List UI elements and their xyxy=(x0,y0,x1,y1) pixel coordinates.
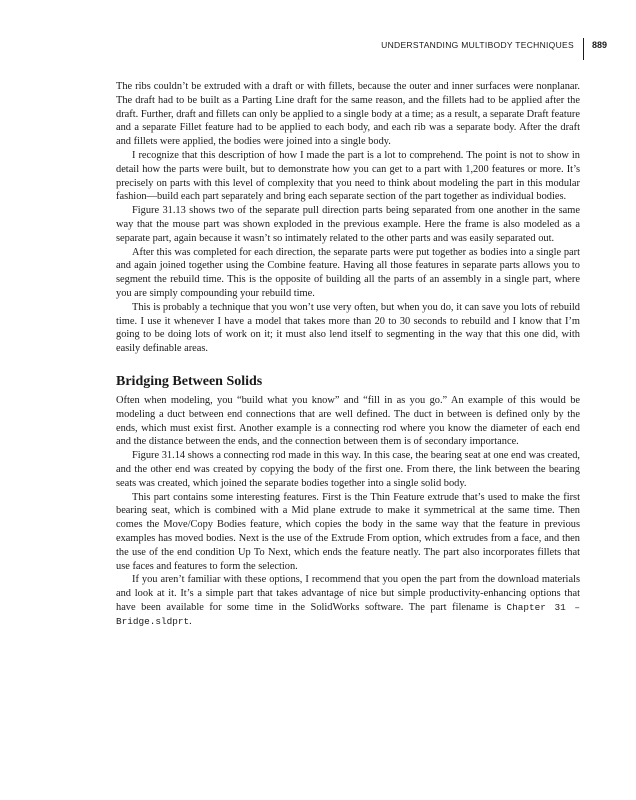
paragraph: Often when modeling, you “build what you know” and “fill in as you go.” An example of this would be modeling a duct between end connections that are well defined. The duct in between is defined only by the ends, which must exist first. Another example is a connecting rod where you know the diameter of each end and the distance between the ends, and the connection between them is of secondary importance. xyxy=(116,394,580,448)
paragraph-end: . xyxy=(189,615,192,627)
paragraph: This is probably a technique that you won’t use very often, but when you do, it can save you lots of rebuild time. I use it whenever I have a model that takes more than 20 to 30 seconds to rebuild and I know that I’m going to be doing lots of work on it; it must also lend itself to segmenting in the way that this one did, with easily definable areas. xyxy=(116,301,580,355)
page-number: 889 xyxy=(591,40,607,50)
paragraph: This part contains some interesting features. First is the Thin Feature extrude that’s used to make the first bearing seat, which is combined with a Mid plane extrude to make it symmetrical at the same time. Then comes the Move/Copy Bodies feature, which copies the body in the same way that the feature in previous examples has moved bodies. Next is the use of the Extrude From option, which extrudes from a face, and then the use of the end condition Up To Next, which ends the feature neatly. The part also incorporates fillets that use faces and features to form the selection. xyxy=(116,491,580,572)
filename: Chapter 31 – Bridge.sldprt xyxy=(116,601,580,627)
paragraph: Figure 31.13 shows two of the separate pull direction parts being separated from one another in the same way that the mouse part was shown exploded in the previous example. Here the frame is also modeled as a separate part, again because it wasn’t so intimately related to the other parts and was easily separated out. xyxy=(116,205,580,244)
paragraph: After this was completed for each direction, the separate parts were put together as bodies into a single part and again joined together using the Combine feature. Having all those features in separate parts allows you to segment the rebuild time. This is the opposite of building all the parts of an assembly in a single part, where you are simply compounding your rebuild time. xyxy=(116,246,580,299)
paragraph-text: If you aren’t familiar with these options, I recommend that you open the part from the download materials and look at it. It’s a simple part that takes advantage of nice but simple productivity-enhancing options that have been available for some time in the SolidWorks software. The part filename is xyxy=(116,574,580,613)
header-title: UNDERSTANDING MULTIBODY TECHNIQUES xyxy=(381,38,584,60)
section-heading: Bridging Between Solids xyxy=(116,373,263,389)
running-header xyxy=(381,38,607,60)
paragraph: The ribs couldn’t be extruded with a draft or with fillets, because the outer and inner surfaces were nonplanar. The draft had to be built as a Parting Line draft for the same reason, and the fillets had to be applied after the draft. Further, draft and fillets can only be applied to a single body at a time; as a result, a separate Draft feature and a separate Fillet feature had to be applied to each body, and each rib was a separate body. After the draft and fillets were applied, the bodies were joined into a single body. xyxy=(116,81,580,148)
paragraph-last xyxy=(116,573,580,628)
body-text xyxy=(116,80,580,628)
paragraph: Figure 31.14 shows a connecting rod made in this way. In this case, the bearing seat at one end was created, and the other end was created by copying the body of the first one. From there, the link between the bearing seats was created, which joined the separate bodies together into a single solid body. xyxy=(116,450,580,489)
paragraph: I recognize that this description of how I made the part is a lot to comprehend. The point is not to show in detail how the parts were built, but to demonstrate how you can get to a part with 1,200 features or more. It’s precisely on parts with this level of complexity that you need to think about modeling the part in this modular fashion—build each part separately and bring each separate section of the part together as individual bodies. xyxy=(116,149,580,203)
